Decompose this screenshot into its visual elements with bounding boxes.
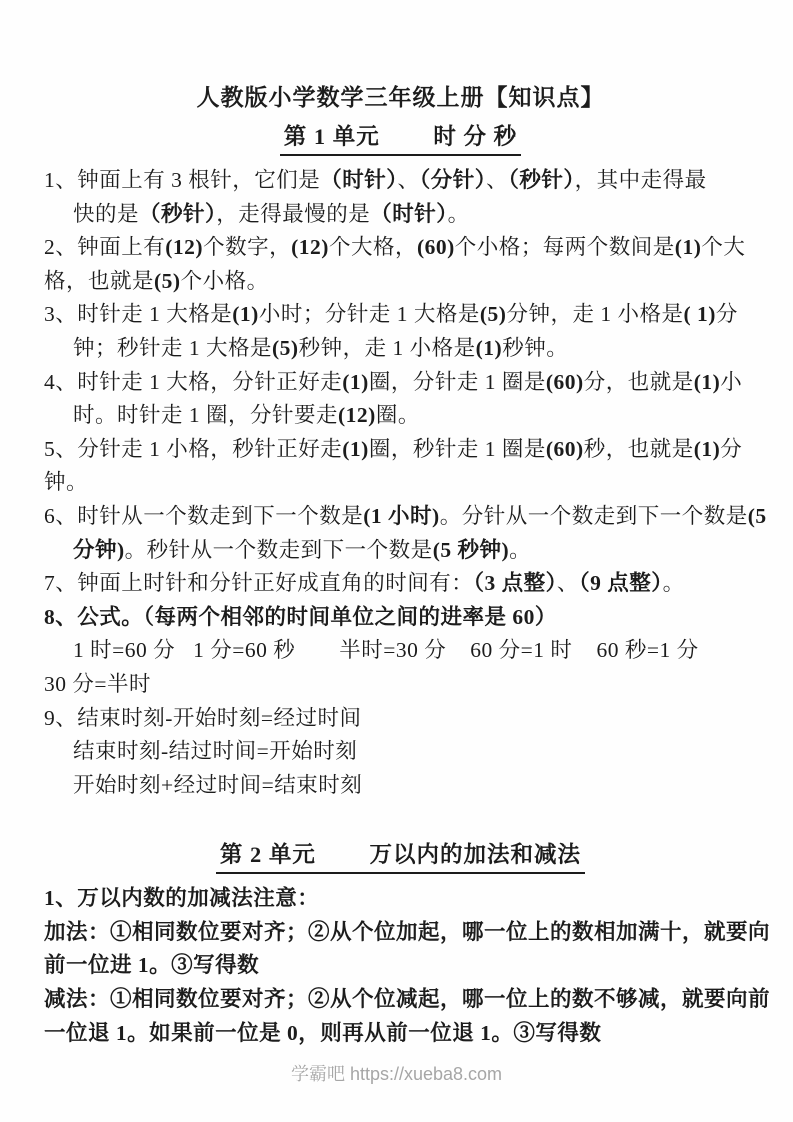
body-text: 圈。 (375, 403, 420, 428)
body-text: 个小格。 (180, 268, 269, 293)
answer-text: (5 (747, 503, 767, 528)
text-line (44, 735, 757, 769)
text-line (44, 500, 767, 534)
text-line (44, 702, 757, 736)
body-text: 7、钟面上时针和分针正好成直角的时间有： (44, 571, 474, 596)
body-text: 。分针从一个数走到下一个数是 (439, 503, 748, 528)
body-text: 圈，秒针走 1 圈是 (368, 436, 546, 461)
answer-text: (1) (693, 436, 721, 461)
answer-text: ( 1) (683, 302, 716, 327)
body-text: ，其中走得最 (574, 168, 707, 192)
answer-text: 减法：①相同数位要对齐；②从个位减起，哪一位上的数不够减，就要向前 (44, 987, 771, 1012)
body-text: 分 (720, 436, 743, 461)
body-text: 秒，也就是 (583, 436, 694, 461)
body-text: 。 (662, 571, 685, 596)
body-text: 9、结束时刻-开始时刻=经过时间 (44, 705, 362, 730)
text-line (44, 332, 757, 366)
answer-text: 一位退 1。如果前一位是 0，则再从前一位退 1。③写得数 (44, 1020, 602, 1045)
answer-text: 前一位进 1。③写得数 (44, 953, 260, 978)
section-heading (44, 122, 757, 156)
answer-text: (1 小时) (363, 503, 440, 528)
answer-text: (5) (272, 335, 299, 360)
section-heading-text: 第 1 单元 时 分 秒 (280, 122, 521, 156)
body-text: 个小格；每两个数间是 (454, 235, 675, 260)
body-text: ，走得最慢的是 (216, 201, 371, 226)
answer-text: （3 点整） (473, 571, 557, 596)
body-text: 。秒针从一个数走到下一个数是 (124, 537, 433, 562)
answer-text: (1) (232, 302, 259, 327)
body-text: 时。时针走 1 圈，分针要走 (73, 403, 339, 428)
body-text: 1 时=60 分 (73, 638, 176, 663)
answer-text: (12) (165, 235, 204, 260)
text-line (44, 265, 757, 299)
body-text: 圈，分针走 1 圈是 (368, 369, 546, 394)
body-text: 钟。 (44, 470, 89, 495)
answer-text: (1) (342, 369, 369, 394)
body-text: 6、时针从一个数走到下一个数是 (44, 503, 364, 528)
body-text: 。 (447, 201, 470, 226)
text-line (44, 567, 757, 601)
body-text: 分，也就是 (583, 369, 694, 394)
body-text: 2、钟面上有 (44, 235, 166, 260)
body-text: 60 分=1 时 (470, 638, 573, 663)
watermark-footer: 学霸吧 https://xueba8.com (290, 1064, 503, 1084)
answer-text: (5 秒钟) (432, 537, 510, 562)
text-line (44, 433, 757, 467)
answer-text: (60) (416, 235, 455, 260)
document-body (44, 122, 771, 1050)
unit-section-1 (44, 122, 767, 802)
body-text: 分 (715, 302, 738, 327)
answer-text: 加法：①相同数位要对齐；②从个位加起，哪一位上的数相加满十，就要向 (44, 919, 771, 944)
body-text: 1 分=60 秒 (193, 638, 296, 663)
answer-text: (60) (545, 436, 584, 461)
answer-text: （时针） (370, 201, 448, 226)
answer-text: (1) (475, 335, 503, 360)
text-line (44, 298, 757, 332)
body-text: 半时=30 分 (339, 638, 447, 663)
body-text: 3、时针走 1 大格是 (44, 302, 233, 327)
body-text: 结束时刻-结过时间=开始时刻 (73, 739, 358, 764)
text-line (44, 916, 771, 950)
answer-text: 分钟) (73, 537, 125, 562)
unit-section-2 (44, 840, 771, 1050)
body-text: 小 (720, 369, 743, 394)
body-text: 格，也就是 (44, 268, 155, 293)
body-text: 60 秒=1 分 (596, 638, 699, 663)
body-text: 快的是 (73, 201, 140, 226)
text-line (44, 534, 757, 568)
section-heading-text: 第 2 单元 万以内的加法和减法 (216, 840, 585, 874)
body-text: 开始时刻+经过时间=结束时刻 (73, 772, 363, 797)
body-text: 、 (486, 168, 509, 192)
text-line (44, 634, 757, 668)
body-text: 、 (556, 571, 579, 596)
text-line (44, 366, 757, 400)
text-line (44, 601, 757, 635)
answer-text: （秒针） (508, 168, 575, 192)
text-line (44, 399, 757, 433)
body-text: 秒钟，走 1 小格是 (298, 335, 476, 360)
answer-text: (1) (342, 436, 369, 461)
answer-text: (1) (693, 369, 721, 394)
text-line (44, 466, 757, 500)
body-text: 。 (509, 537, 532, 562)
body-text: 分钟，走 1 小格是 (506, 302, 684, 327)
body-text: 、 (397, 168, 420, 192)
body-text: 1、钟面上有 3 根针，它们是 (44, 168, 321, 192)
text-line (44, 164, 757, 198)
text-line (44, 198, 757, 232)
text-line (44, 231, 757, 265)
answer-text: （秒针） (139, 201, 217, 226)
page-title: 人教版小学数学三年级上册【知识点】 (196, 85, 605, 110)
answer-text: （时针） (320, 168, 398, 192)
answer-text: (5) (479, 302, 507, 327)
body-text: 个大 (701, 235, 746, 260)
text-line (44, 1017, 757, 1051)
answer-text: 8、公式。（每两个相邻的时间单位之间的进率是 60） (44, 604, 557, 629)
answer-text: （分针） (419, 168, 487, 192)
answer-text: (12) (338, 403, 376, 428)
body-text: 5、分针走 1 小格，秒针正好走 (44, 436, 343, 461)
text-line (44, 882, 757, 916)
answer-text: (12) (291, 235, 329, 260)
text-line (44, 668, 757, 702)
text-line (44, 769, 757, 803)
answer-text: (5) (154, 268, 181, 293)
body-text: 4、时针走 1 大格，分针正好走 (44, 369, 343, 394)
body-text: 30 分=半时 (44, 671, 152, 696)
body-text: 个数字， (203, 235, 292, 260)
section-heading (44, 840, 757, 874)
text-line (44, 983, 771, 1017)
body-text: 钟；秒针走 1 大格是 (73, 335, 273, 360)
body-text: 小时；分针走 1 大格是 (258, 302, 480, 327)
answer-text: (1) (674, 235, 702, 260)
answer-text: 1、万以内数的加减法注意： (44, 886, 320, 911)
body-text: 个大格， (328, 235, 417, 260)
text-line (44, 949, 757, 983)
answer-text: （9 点整） (578, 571, 663, 596)
answer-text: (60) (545, 369, 584, 394)
body-text: 秒钟。 (502, 335, 569, 360)
